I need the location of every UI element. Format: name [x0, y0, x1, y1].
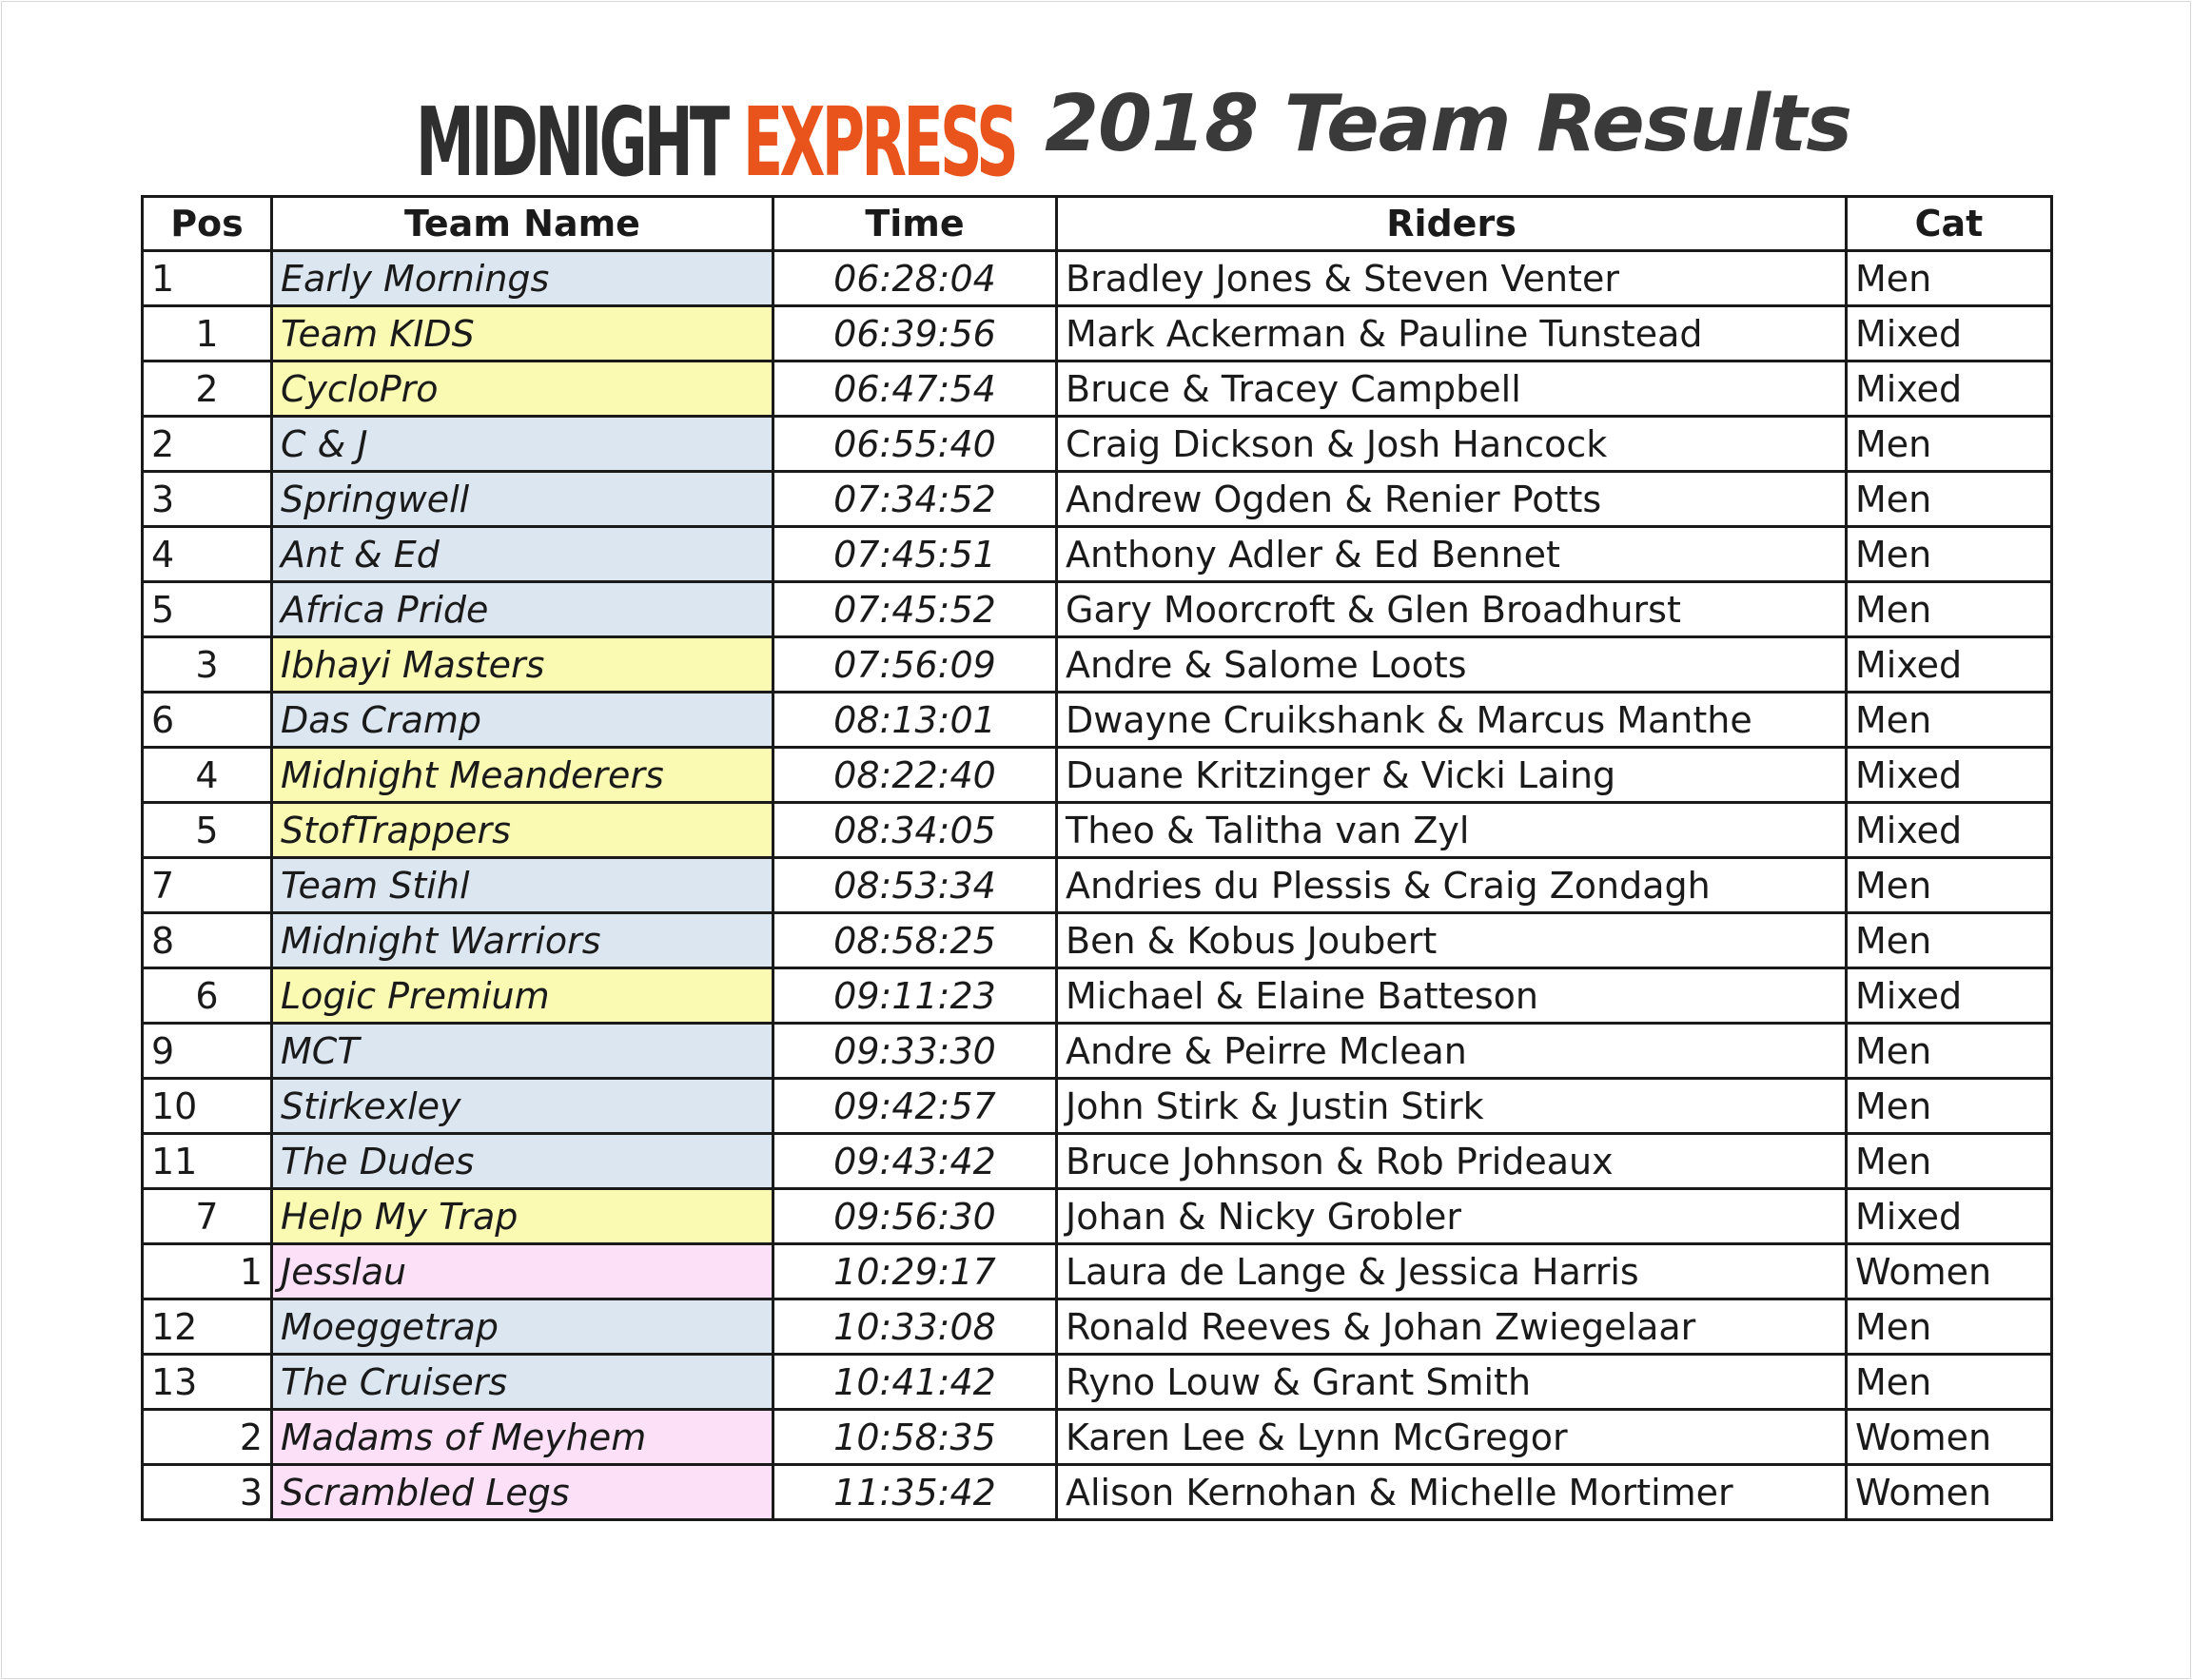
cell-pos: 3 — [143, 637, 272, 693]
cell-cat: Men — [1847, 1079, 2052, 1134]
cell-team-name: Springwell — [272, 472, 773, 527]
cell-pos: 5 — [143, 582, 272, 637]
cell-team-name: MCT — [272, 1024, 773, 1079]
cell-pos: 12 — [143, 1299, 272, 1355]
cell-time: 07:45:52 — [773, 582, 1057, 637]
cell-pos: 2 — [143, 361, 272, 417]
cell-time: 10:29:17 — [773, 1244, 1057, 1299]
cell-pos: 3 — [143, 472, 272, 527]
cell-riders: Ryno Louw & Grant Smith — [1057, 1355, 1847, 1410]
cell-pos: 7 — [143, 1189, 272, 1244]
header-team-name: Team Name — [272, 197, 773, 251]
table-row — [143, 693, 2052, 748]
cell-time: 07:45:51 — [773, 527, 1057, 582]
cell-cat: Men — [1847, 858, 2052, 913]
cell-riders: Gary Moorcroft & Glen Broadhurst — [1057, 582, 1847, 637]
cell-team-name: Ant & Ed — [272, 527, 773, 582]
cell-pos: 7 — [143, 858, 272, 913]
table-row — [143, 1299, 2052, 1355]
cell-team-name: Madams of Meyhem — [272, 1410, 773, 1465]
cell-riders: Bruce Johnson & Rob Prideaux — [1057, 1134, 1847, 1189]
cell-cat: Mixed — [1847, 968, 2052, 1024]
cell-riders: Andries du Plessis & Craig Zondagh — [1057, 858, 1847, 913]
cell-riders: Karen Lee & Lynn McGregor — [1057, 1410, 1847, 1465]
cell-pos: 9 — [143, 1024, 272, 1079]
results-body — [143, 251, 2052, 1520]
cell-time: 06:47:54 — [773, 361, 1057, 417]
cell-pos: 2 — [143, 417, 272, 472]
cell-pos: 8 — [143, 913, 272, 968]
cell-time: 06:28:04 — [773, 251, 1057, 306]
cell-riders: Anthony Adler & Ed Bennet — [1057, 527, 1847, 582]
header-time: Time — [773, 197, 1057, 251]
logo-word-express: EXPRESS — [742, 87, 1016, 198]
cell-team-name: Moeggetrap — [272, 1299, 773, 1355]
cell-pos: 1 — [143, 251, 272, 306]
cell-time: 11:35:42 — [773, 1465, 1057, 1520]
cell-team-name: The Cruisers — [272, 1355, 773, 1410]
cell-riders: Andre & Peirre Mclean — [1057, 1024, 1847, 1079]
cell-pos: 1 — [143, 306, 272, 361]
table-row — [143, 582, 2052, 637]
cell-team-name: Stirkexley — [272, 1079, 773, 1134]
table-row — [143, 637, 2052, 693]
midnight-express-logo — [416, 76, 1016, 198]
cell-time: 09:42:57 — [773, 1079, 1057, 1134]
cell-team-name: CycloPro — [272, 361, 773, 417]
cell-pos: 5 — [143, 803, 272, 858]
cell-time: 08:58:25 — [773, 913, 1057, 968]
cell-team-name: Midnight Meanderers — [272, 748, 773, 803]
cell-cat: Mixed — [1847, 803, 2052, 858]
cell-riders: Andrew Ogden & Renier Potts — [1057, 472, 1847, 527]
header-cat: Cat — [1847, 197, 2052, 251]
cell-cat: Men — [1847, 1134, 2052, 1189]
cell-team-name: C & J — [272, 417, 773, 472]
cell-time: 08:34:05 — [773, 803, 1057, 858]
cell-pos: 6 — [143, 693, 272, 748]
cell-cat: Men — [1847, 693, 2052, 748]
table-row — [143, 913, 2052, 968]
cell-cat: Women — [1847, 1244, 2052, 1299]
cell-team-name: Help My Trap — [272, 1189, 773, 1244]
cell-riders: Michael & Elaine Batteson — [1057, 968, 1847, 1024]
cell-time: 08:53:34 — [773, 858, 1057, 913]
table-row — [143, 748, 2052, 803]
cell-riders: Bradley Jones & Steven Venter — [1057, 251, 1847, 306]
cell-riders: Craig Dickson & Josh Hancock — [1057, 417, 1847, 472]
table-row — [143, 1410, 2052, 1465]
cell-cat: Mixed — [1847, 637, 2052, 693]
cell-pos: 4 — [143, 527, 272, 582]
cell-pos: 1 — [143, 1244, 272, 1299]
page-title: 2018 Team Results — [1045, 79, 1852, 169]
cell-cat: Mixed — [1847, 361, 2052, 417]
cell-time: 09:56:30 — [773, 1189, 1057, 1244]
cell-pos: 3 — [143, 1465, 272, 1520]
table-row — [143, 472, 2052, 527]
table-row — [143, 1134, 2052, 1189]
cell-cat: Men — [1847, 251, 2052, 306]
cell-time: 06:55:40 — [773, 417, 1057, 472]
table-row — [143, 417, 2052, 472]
table-row — [143, 306, 2052, 361]
table-row — [143, 251, 2052, 306]
cell-cat: Men — [1847, 913, 2052, 968]
cell-cat: Men — [1847, 417, 2052, 472]
cell-cat: Men — [1847, 582, 2052, 637]
cell-cat: Men — [1847, 1355, 2052, 1410]
cell-riders: Ben & Kobus Joubert — [1057, 913, 1847, 968]
cell-team-name: Midnight Warriors — [272, 913, 773, 968]
table-header-row — [143, 197, 2052, 251]
cell-team-name: Das Cramp — [272, 693, 773, 748]
cell-time: 10:41:42 — [773, 1355, 1057, 1410]
cell-cat: Mixed — [1847, 748, 2052, 803]
cell-time: 09:43:42 — [773, 1134, 1057, 1189]
cell-pos: 2 — [143, 1410, 272, 1465]
table-row — [143, 1244, 2052, 1299]
cell-team-name: Early Mornings — [272, 251, 773, 306]
cell-time: 08:13:01 — [773, 693, 1057, 748]
cell-riders: Dwayne Cruikshank & Marcus Manthe — [1057, 693, 1847, 748]
cell-time: 09:33:30 — [773, 1024, 1057, 1079]
table-row — [143, 1079, 2052, 1134]
table-row — [143, 1024, 2052, 1079]
cell-team-name: Team Stihl — [272, 858, 773, 913]
cell-pos: 11 — [143, 1134, 272, 1189]
cell-team-name: Scrambled Legs — [272, 1465, 773, 1520]
cell-pos: 6 — [143, 968, 272, 1024]
results-table — [141, 195, 2053, 1521]
table-row — [143, 1465, 2052, 1520]
cell-riders: Johan & Nicky Grobler — [1057, 1189, 1847, 1244]
cell-pos: 10 — [143, 1079, 272, 1134]
cell-riders: Laura de Lange & Jessica Harris — [1057, 1244, 1847, 1299]
cell-team-name: Ibhayi Masters — [272, 637, 773, 693]
cell-time: 10:33:08 — [773, 1299, 1057, 1355]
cell-time: 06:39:56 — [773, 306, 1057, 361]
cell-time: 07:56:09 — [773, 637, 1057, 693]
cell-cat: Men — [1847, 472, 2052, 527]
cell-team-name: Logic Premium — [272, 968, 773, 1024]
cell-riders: Andre & Salome Loots — [1057, 637, 1847, 693]
cell-pos: 13 — [143, 1355, 272, 1410]
cell-cat: Women — [1847, 1465, 2052, 1520]
cell-cat: Mixed — [1847, 1189, 2052, 1244]
cell-riders: Mark Ackerman & Pauline Tunstead — [1057, 306, 1847, 361]
cell-team-name: Africa Pride — [272, 582, 773, 637]
cell-team-name: The Dudes — [272, 1134, 773, 1189]
cell-riders: Alison Kernohan & Michelle Mortimer — [1057, 1465, 1847, 1520]
cell-team-name: StofTrappers — [272, 803, 773, 858]
logo-word-midnight: MIDNIGHT — [416, 87, 727, 198]
cell-cat: Women — [1847, 1410, 2052, 1465]
table-row — [143, 527, 2052, 582]
cell-riders: Ronald Reeves & Johan Zwiegelaar — [1057, 1299, 1847, 1355]
page-header — [0, 57, 2192, 200]
cell-riders: John Stirk & Justin Stirk — [1057, 1079, 1847, 1134]
cell-time: 08:22:40 — [773, 748, 1057, 803]
cell-riders: Duane Kritzinger & Vicki Laing — [1057, 748, 1847, 803]
cell-time: 07:34:52 — [773, 472, 1057, 527]
cell-riders: Bruce & Tracey Campbell — [1057, 361, 1847, 417]
table-row — [143, 858, 2052, 913]
cell-time: 10:58:35 — [773, 1410, 1057, 1465]
cell-team-name: Team KIDS — [272, 306, 773, 361]
table-row — [143, 361, 2052, 417]
cell-time: 09:11:23 — [773, 968, 1057, 1024]
cell-riders: Theo & Talitha van Zyl — [1057, 803, 1847, 858]
table-row — [143, 803, 2052, 858]
header-riders: Riders — [1057, 197, 1847, 251]
cell-cat: Men — [1847, 527, 2052, 582]
cell-cat: Mixed — [1847, 306, 2052, 361]
table-row — [143, 1355, 2052, 1410]
header-pos: Pos — [143, 197, 272, 251]
table-row — [143, 968, 2052, 1024]
cell-cat: Men — [1847, 1024, 2052, 1079]
cell-team-name: Jesslau — [272, 1244, 773, 1299]
table-row — [143, 1189, 2052, 1244]
cell-cat: Men — [1847, 1299, 2052, 1355]
cell-pos: 4 — [143, 748, 272, 803]
